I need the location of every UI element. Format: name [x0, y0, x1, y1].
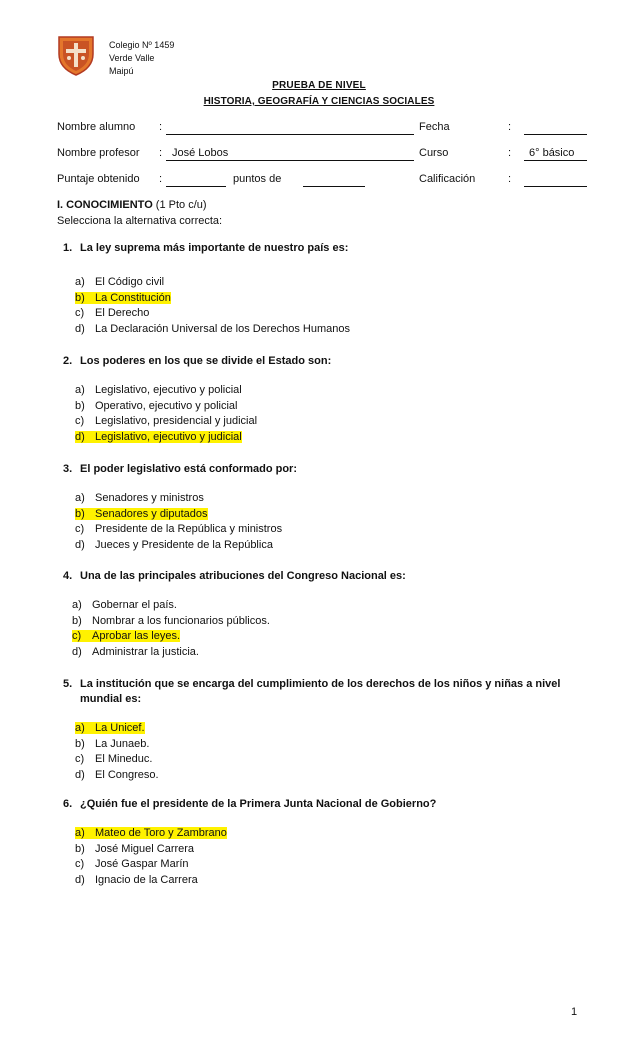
- form-row-student: [57, 119, 587, 137]
- teacher-name-value: José Lobos: [172, 147, 229, 159]
- option-text: Ignacio de la Carrera: [95, 873, 198, 886]
- option-b[interactable]: b) Senadores y diputados: [75, 507, 208, 520]
- option-text: El Código civil: [95, 276, 165, 288]
- option-b[interactable]: b) Operativo, ejecutivo y policial: [75, 399, 238, 412]
- form-row-teacher: [57, 145, 587, 163]
- colon: :: [159, 147, 163, 159]
- option-b[interactable]: b) José Miguel Carrera: [75, 842, 195, 855]
- section-points: (1 Pto c/u): [152, 199, 207, 211]
- option-text: Jueces y Presidente de la República: [95, 538, 273, 551]
- colon: :: [508, 147, 512, 159]
- question-6-options: [75, 826, 227, 888]
- option-a[interactable]: a) La Unicef.: [75, 722, 145, 734]
- question-number: 2.: [63, 355, 73, 367]
- option-c[interactable]: c) Aprobar las leyes.: [72, 630, 181, 643]
- option-a[interactable]: a) El Código civil: [75, 276, 165, 288]
- option-b[interactable]: b) La Junaeb.: [75, 737, 150, 750]
- option-text: El Derecho: [95, 307, 150, 320]
- grade-label: Calificación: [419, 173, 476, 185]
- option-b[interactable]: b) La Constitución: [75, 291, 171, 304]
- score-total-field[interactable]: [303, 171, 365, 187]
- option-d[interactable]: d) Legislativo, ejecutivo y judicial: [75, 430, 242, 443]
- question-number: 6.: [63, 798, 73, 810]
- school-crest-logo: [57, 34, 95, 76]
- option-text-highlighted: Aprobar las leyes.: [92, 630, 181, 643]
- question-text: El poder legislativo está conformado por:: [80, 463, 297, 475]
- option-c[interactable]: c) Presidente de la República y ministros: [75, 523, 283, 536]
- option-text: José Miguel Carrera: [95, 842, 195, 855]
- colon: :: [508, 173, 512, 185]
- option-a[interactable]: a) Gobernar el país.: [72, 599, 177, 611]
- question-text: Una de las principales atribuciones del Congreso Nacional es:: [80, 570, 406, 582]
- page-number: 1: [571, 1006, 578, 1018]
- option-text: La Declaración Universal de los Derechos Humanos: [95, 322, 350, 335]
- colon: :: [508, 121, 512, 133]
- option-a[interactable]: a) Legislativo, ejecutivo y policial: [75, 384, 242, 396]
- option-text-highlighted: Senadores y diputados: [95, 507, 208, 520]
- question-number: 4.: [63, 570, 73, 582]
- question-4-options: [72, 598, 270, 660]
- option-text: Legislativo, ejecutivo y policial: [95, 384, 242, 396]
- option-c[interactable]: c) El Derecho: [75, 307, 150, 320]
- course-value: 6° básico: [529, 147, 575, 159]
- option-text-highlighted: Legislativo, ejecutivo y judicial: [95, 430, 242, 443]
- colon: :: [159, 121, 163, 133]
- grade-field[interactable]: [524, 171, 587, 187]
- question-number: 1.: [63, 242, 73, 254]
- option-text: El Mineduc.: [95, 753, 153, 766]
- section-title: I. CONOCIMIENTO: [57, 199, 153, 211]
- school-name-block: [109, 39, 174, 78]
- school-line: Maipú: [109, 66, 134, 76]
- option-text: Legislativo, presidencial y judicial: [95, 415, 258, 428]
- question-3-options: [75, 491, 282, 553]
- option-a[interactable]: a) Senadores y ministros: [75, 492, 204, 504]
- form-row-score: [57, 171, 587, 189]
- section-heading: [57, 199, 207, 211]
- exam-subject: HISTORIA, GEOGRAFÍA Y CIENCIAS SOCIALES: [203, 96, 435, 107]
- student-name-field[interactable]: [166, 119, 414, 135]
- question-5-options: [75, 721, 159, 783]
- option-c[interactable]: c) José Gaspar Marín: [75, 858, 189, 871]
- option-d[interactable]: d) Ignacio de la Carrera: [75, 873, 198, 886]
- question-text: ¿Quién fue el presidente de la Primera Junta Nacional de Gobierno?: [80, 798, 437, 810]
- option-c[interactable]: c) El Mineduc.: [75, 753, 153, 766]
- school-line: Colegio Nº 1459: [109, 40, 175, 50]
- option-text: Operativo, ejecutivo y policial: [95, 399, 238, 412]
- option-text: Senadores y ministros: [95, 492, 204, 504]
- option-text: La Junaeb.: [95, 737, 150, 750]
- date-field[interactable]: [524, 119, 587, 135]
- option-text: Presidente de la República y ministros: [95, 523, 283, 536]
- option-b[interactable]: b) Nombrar a los funcionarios públicos.: [72, 614, 270, 627]
- teacher-name-label: Nombre profesor: [57, 147, 140, 159]
- question-number: 5.: [63, 678, 73, 690]
- option-text: José Gaspar Marín: [95, 858, 189, 871]
- school-line: Verde Valle: [109, 53, 155, 63]
- question-number: 3.: [63, 463, 73, 475]
- question-2-options: [75, 383, 257, 445]
- option-text: Administrar la justicia.: [92, 645, 199, 658]
- exam-title: PRUEBA DE NIVEL: [272, 80, 366, 91]
- option-text-highlighted: La Constitución: [95, 291, 171, 304]
- option-text-highlighted: Mateo de Toro y Zambrano: [95, 827, 227, 839]
- colon: :: [159, 173, 163, 185]
- option-d[interactable]: d) Administrar la justicia.: [72, 645, 199, 658]
- question-1-options: [75, 275, 350, 337]
- option-d[interactable]: d) La Declaración Universal de los Derechos Humanos: [75, 322, 350, 335]
- score-label: Puntaje obtenido: [57, 173, 140, 185]
- question-text: Los poderes en los que se divide el Estado son:: [80, 355, 332, 367]
- points-of-label: puntos de: [233, 173, 282, 185]
- course-label: Curso: [419, 147, 449, 159]
- question-text: La institución que se encarga del cumplimiento de los derechos de los niños y niñas a nivel mundial es:: [80, 678, 561, 705]
- option-text: Nombrar a los funcionarios públicos.: [92, 614, 270, 627]
- section-instruction: Selecciona la alternativa correcta:: [57, 215, 223, 227]
- student-name-label: Nombre alumno: [57, 121, 136, 133]
- question-text: La ley suprema más importante de nuestro país es:: [80, 242, 349, 254]
- option-text-highlighted: La Unicef.: [95, 722, 145, 734]
- option-text: El Congreso.: [95, 768, 159, 781]
- option-d[interactable]: d) El Congreso.: [75, 768, 159, 781]
- option-d[interactable]: d) Jueces y Presidente de la República: [75, 538, 273, 551]
- option-a[interactable]: a) Mateo de Toro y Zambrano: [75, 827, 227, 839]
- option-text: Gobernar el país.: [92, 599, 177, 611]
- option-c[interactable]: c) Legislativo, presidencial y judicial: [75, 415, 258, 428]
- date-label: Fecha: [419, 121, 450, 133]
- score-obtained-field[interactable]: [166, 171, 226, 187]
